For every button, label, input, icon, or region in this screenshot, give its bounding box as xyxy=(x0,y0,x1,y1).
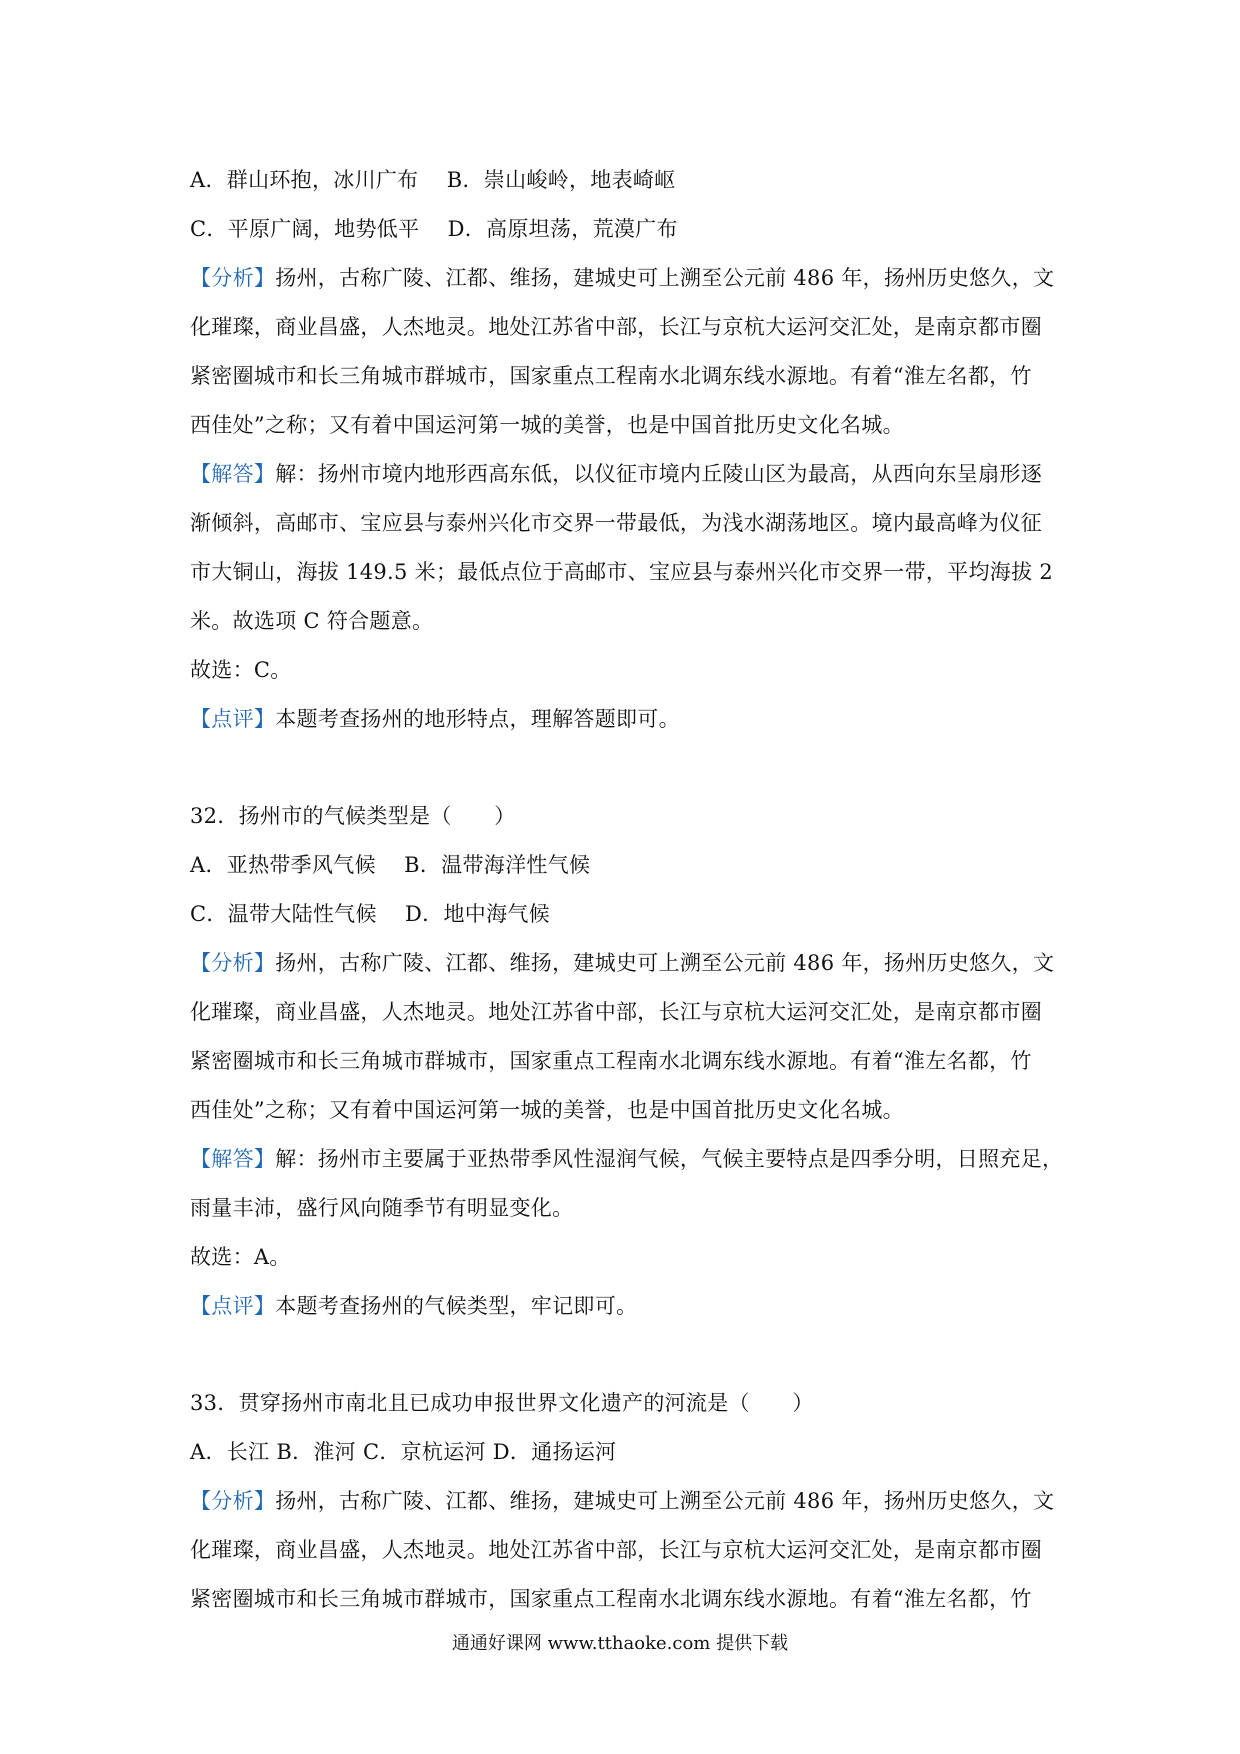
section-gap xyxy=(190,744,1060,792)
page-footer: 通通好课网 www.tthaoke.com 提供下载 xyxy=(451,1633,789,1654)
q32-option-line-2: C．温带大陆性气候 D．地中海气候 xyxy=(190,902,550,926)
page-content xyxy=(190,156,1064,1624)
q31-answer-line-4: 米。故选项 C 符合题意。 xyxy=(190,609,434,633)
answer-tag: 【解答】 xyxy=(190,462,276,486)
q31-answer-line-3: 市大铜山，海拔 149.5 米；最低点位于高邮市、宝应县与泰州兴化市交界一带，平均海拔 2 xyxy=(190,560,1054,584)
q33-analysis-line-1 xyxy=(190,1477,1060,1526)
q31-analysis-line-2: 化璀璨，商业昌盛，人杰地灵。地处江苏省中部，长江与京杭大运河交汇处，是南京都市圈 xyxy=(190,315,1042,339)
answer-tag: 【解答】 xyxy=(190,1147,276,1171)
analysis-text: 扬州，古称广陵、江都、维扬，建城史可上溯至公元前 486 年，扬州历史悠久，文 xyxy=(275,266,1055,290)
q33-question: 33．贯穿扬州市南北且已成功申报世界文化遗产的河流是（ ） xyxy=(190,1391,814,1415)
q32-analysis-line-4: 西佳处”之称；又有着中国运河第一城的美誉，也是中国首批历史文化名城。 xyxy=(190,1098,904,1122)
q32-comment-line xyxy=(190,1282,1060,1331)
answer-text: 解：扬州市境内地形西高东低，以仪征市境内丘陵山区为最高，从西向东呈扇形逐 xyxy=(275,462,1042,486)
analysis-text: 扬州，古称广陵、江都、维扬，建城史可上溯至公元前 486 年，扬州历史悠久，文 xyxy=(275,1489,1055,1513)
comment-tag: 【点评】 xyxy=(190,707,276,731)
q32-question: 32．扬州市的气候类型是（ ） xyxy=(190,804,516,828)
answer-text: 解：扬州市主要属于亚热带季风性湿润气候，气候主要特点是四季分明，日照充足， xyxy=(275,1147,1064,1171)
comment-tag: 【点评】 xyxy=(190,1294,276,1318)
q31-answer-line-2: 渐倾斜，高邮市、宝应县与泰州兴化市交界一带最低，为浅水湖荡地区。境内最高峰为仪征 xyxy=(190,511,1042,535)
q33-option-line-1: A．长江 B．淮河 C．京杭运河 D．通扬运河 xyxy=(190,1440,617,1464)
q31-analysis-line-1 xyxy=(190,254,1060,303)
q31-option-line-1: A．群山环抱，冰川广布 B．崇山峻岭，地表崎岖 xyxy=(190,168,676,192)
q31-analysis-line-3: 紧密圈城市和长三角城市群城市，国家重点工程南水北调东线水源地。有着“淮左名都，竹 xyxy=(190,364,1032,388)
q31-option-line-2: C．平原广阔，地势低平 D．高原坦荡，荒漠广布 xyxy=(190,217,678,241)
analysis-tag: 【分析】 xyxy=(190,266,276,290)
q32-analysis-line-3: 紧密圈城市和长三角城市群城市，国家重点工程南水北调东线水源地。有着“淮左名都，竹 xyxy=(190,1049,1032,1073)
q32-choice: 故选：A。 xyxy=(190,1245,291,1269)
q31-comment-line xyxy=(190,695,1060,744)
q32-option-line-1: A．亚热带季风气候 B．温带海洋性气候 xyxy=(190,853,591,877)
q31-analysis-line-4: 西佳处”之称；又有着中国运河第一城的美誉，也是中国首批历史文化名城。 xyxy=(190,413,904,437)
q33-analysis-line-2: 化璀璨，商业昌盛，人杰地灵。地处江苏省中部，长江与京杭大运河交汇处，是南京都市圈 xyxy=(190,1538,1042,1562)
q32-analysis-line-1 xyxy=(190,939,1060,988)
section-gap xyxy=(190,1331,1060,1379)
q33-analysis-line-3: 紧密圈城市和长三角城市群城市，国家重点工程南水北调东线水源地。有着“淮左名都，竹 xyxy=(190,1587,1032,1611)
q31-answer-line-1 xyxy=(190,450,1060,499)
analysis-text: 扬州，古称广陵、江都、维扬，建城史可上溯至公元前 486 年，扬州历史悠久，文 xyxy=(275,951,1055,975)
comment-text: 本题考查扬州的气候类型，牢记即可。 xyxy=(275,1294,638,1318)
q32-answer-line-1 xyxy=(190,1135,1064,1184)
q32-analysis-line-2: 化璀璨，商业昌盛，人杰地灵。地处江苏省中部，长江与京杭大运河交汇处，是南京都市圈 xyxy=(190,1000,1042,1024)
analysis-tag: 【分析】 xyxy=(190,951,276,975)
analysis-tag: 【分析】 xyxy=(190,1489,276,1513)
q31-choice: 故选：C。 xyxy=(190,658,292,682)
comment-text: 本题考查扬州的地形特点，理解答题即可。 xyxy=(275,707,680,731)
q32-answer-line-2: 雨量丰沛，盛行风向随季节有明显变化。 xyxy=(190,1196,574,1220)
